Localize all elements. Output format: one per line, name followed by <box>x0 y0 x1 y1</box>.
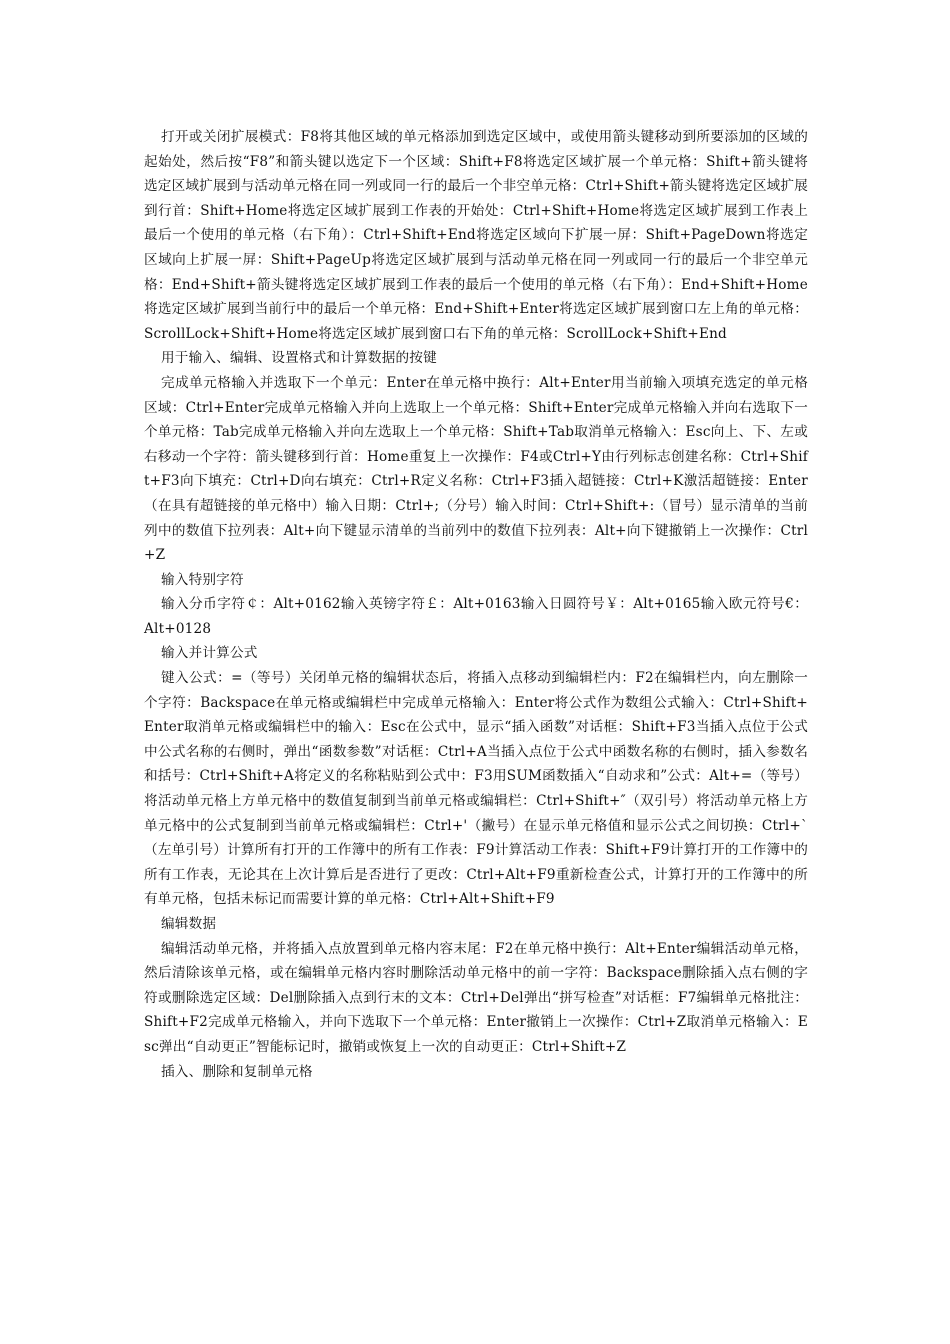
heading-insert-delete-copy: 插入、删除和复制单元格 <box>161 1063 313 1080</box>
document-page <box>144 125 808 1084</box>
paragraph-edit-data: 编辑活动单元格，并将插入点放置到单元格内容末尾：F2在单元格中换行：Alt+Enter编辑活动单元格，然后清除该单元格，或在编辑单元格内容时删除活动单元格中的前一字符：Backspace删除插入点右侧的字符或删除选定区域：Del删除插入点到行末的文本：Ctrl+Del弹出“拼写检查”对话框：F7编辑单元格批注：Shift+F2完成单元格输入，并向下选取下一个单元格：Enter撤销上一次操作：Ctrl+Z取消单元格输入：Esc弹出“自动更正”智能标记时，撤销或恢复上一次的自动更正：Ctrl+Shift+Z <box>144 940 808 1055</box>
heading-edit-data: 编辑数据 <box>161 916 217 932</box>
paragraph-formulas: 键入公式：=（等号）关闭单元格的编辑状态后，将插入点移动到编辑栏内：F2在编辑栏内，向左删除一个字符：Backspace在单元格或编辑栏中完成单元格输入：Enter将公式作为数组公式输入：Ctrl+Shift+Enter取消单元格或编辑栏中的输入：Esc在公式中，显示“插入函数”对话框：Shift+F3当插入点位于公式中公式名称的右侧时，弹出“函数参数”对话框：Ctrl+A当插入点位于公式中函数名称的右侧时，插入参数名和括号：Ctrl+Shift+A将定义的名称粘贴到公式中：F3用SUM函数插入“自动求和”公式：Alt+=（等号）将活动单元格上方单元格中的数值复制到当前单元格或编辑栏：Ctrl+Shift+″（双引号）将活动单元格上方单元格中的公式复制到当前单元格或编辑栏：Ctrl+'（撇号）在显示单元格值和显示公式之间切换：Ctrl+`（左单引号）计算所有打开的工作簿中的所有工作表：F9计算活动工作表：Shift+F9计算打开的工作簿中的所有工作表，无论其在上次计算后是否进行了更改：Ctrl+Alt+F9重新检查公式，计算打开的工作簿中的所有单元格，包括未标记而需要计算的单元格：Ctrl+Alt+Shift+F9 <box>144 670 808 908</box>
paragraph-special-characters: 输入分币字符￠：Alt+0162输入英镑字符￡：Alt+0163输入日圆符号￥：Alt+0165输入欧元符号€：Alt+0128 <box>144 596 808 637</box>
paragraph-extend-selection: 打开或关闭扩展模式：F8将其他区域的单元格添加到选定区域中，或使用箭头键移动到所要添加的区域的起始处，然后按“F8”和箭头键以选定下一个区域：Shift+F8将选定区域扩展一个单元格：Shift+箭头键将选定区域扩展到与活动单元格在同一列或同一行的最后一个非空单元格：Ctrl+Shift+箭头键将选定区域扩展到行首：Shift+Home将选定区域扩展到工作表的开始处：Ctrl+Shift+Home将选定区域扩展到工作表上最后一个使用的单元格（右下角）：Ctrl+Shift+End将选定区域向下扩展一屏：Shift+PageDown将选定区域向上扩展一屏：Shift+PageUp将选定区域扩展到与活动单元格在同一列或同一行的最后一个非空单元格：End+Shift+箭头键将选定区域扩展到工作表的最后一个使用的单元格（右下角）：End+Shift+Home将选定区域扩展到当前行中的最后一个单元格：End+Shift+Enter将选定区域扩展到窗口左上角的单元格：ScrollLock+Shift+Home将选定区域扩展到窗口右下角的单元格：ScrollLock+Shift+End <box>144 129 808 342</box>
heading-special-characters: 输入特别字符 <box>161 571 244 588</box>
paragraph-input-keys: 完成单元格输入并选取下一个单元：Enter在单元格中换行：Alt+Enter用当前输入项填充选定的单元格区域：Ctrl+Enter完成单元格输入并向上选取上一个单元格：Shift+Enter完成单元格输入并向右选取下一个单元格：Tab完成单元格输入并向左选取上一个单元格：Shift+Tab取消单元格输入：Esc向上、下、左或右移动一个字符：箭头键移到行首：Home重复上一次操作：F4或Ctrl+Y由行列标志创建名称：Ctrl+Shift+F3向下填充：Ctrl+D向右填充：Ctrl+R定义名称：Ctrl+F3插入超链接：Ctrl+K激活超链接：Enter（在具有超链接的单元格中）输入日期：Ctrl+;（分号）输入时间：Ctrl+Shift+:（冒号）显示清单的当前列中的数值下拉列表：Alt+向下键显示清单的当前列中的数值下拉列表：Alt+向下键撤销上一次操作：Ctrl+Z <box>144 374 808 564</box>
heading-input-edit-format-keys: 用于输入、编辑、设置格式和计算数据的按键 <box>161 350 437 367</box>
heading-formulas: 输入并计算公式 <box>161 645 258 662</box>
